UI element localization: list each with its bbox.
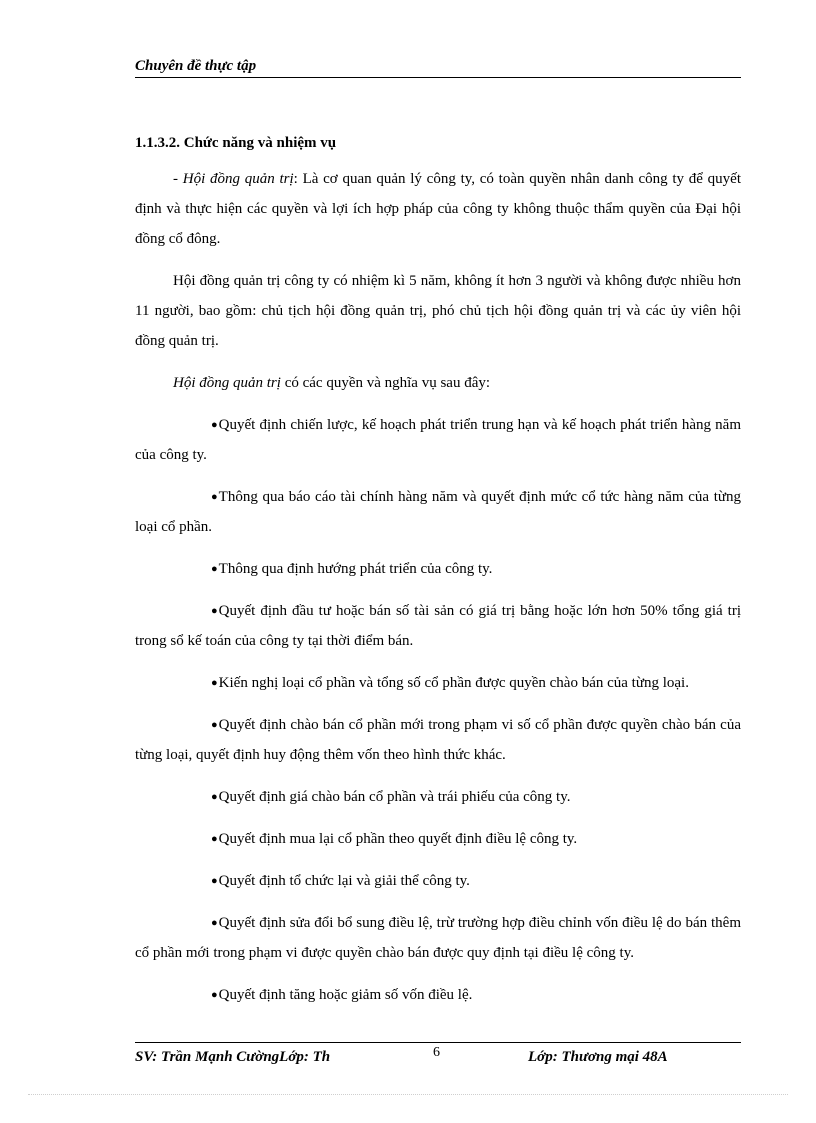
bullet-text: Quyết định đầu tư hoặc bán số tài sản có giá trị bằng hoặc lớn hơn 50% tổng giá trị trong sổ kế toán của công ty tại thời điểm bán. (135, 603, 741, 649)
page-number: 6 (433, 1045, 440, 1060)
bullet-icon: ● (211, 719, 218, 731)
bullet-text: Quyết định tăng hoặc giảm số vốn điều lệ. (218, 987, 473, 1003)
header-title: Chuyên đề thực tập (135, 58, 257, 74)
page-header (135, 57, 741, 78)
intro-dash: - (173, 171, 183, 187)
bullet-text: Quyết định mua lại cổ phần theo quyết định điều lệ công ty. (218, 831, 578, 847)
bullet-item (135, 554, 741, 584)
bullet-icon: ● (211, 875, 218, 887)
bullet-item (135, 410, 741, 470)
page-footer (135, 1042, 741, 1073)
bullet-text: Thông qua báo cáo tài chính hàng năm và quyết định mức cổ tức hàng năm của từng loại cổ phần. (135, 489, 741, 535)
term-paragraph: Hội đồng quản trị công ty có nhiệm kì 5 năm, không ít hơn 3 người và không được nhiều hơn 11 người, bao gồm: chủ tịch hội đồng quản trị, phó chủ tịch hội đồng quản trị và các ủy viên hội đồng quản trị. (135, 273, 741, 349)
intro-text: : Là cơ quan quản lý công ty, có toàn quyền nhân danh công ty để quyết định và thực hiện các quyền và lợi ích hợp pháp của công ty không thuộc thẩm quyền của Đại hội đồng cổ đông. (135, 171, 741, 247)
bullet-text: Quyết định sửa đổi bổ sung điều lệ, trừ trường hợp điều chỉnh vốn điều lệ do bán thêm cổ phần mới trong phạm vi được quyền chào bán được quy định tại điều lệ công ty. (135, 915, 741, 961)
rights-intro-paragraph (135, 368, 741, 398)
bullet-icon: ● (211, 419, 218, 431)
bullet-icon: ● (211, 989, 218, 1001)
bullet-item (135, 668, 741, 698)
bullet-text: Quyết định giá chào bán cổ phần và trái phiếu của công ty. (218, 789, 571, 805)
bullet-icon: ● (211, 791, 218, 803)
document-body (135, 128, 741, 1022)
bullet-item (135, 710, 741, 770)
rights-intro-term: Hội đồng quản trị (173, 375, 281, 391)
bullet-text: Quyết định chào bán cổ phần mới trong phạm vi số cổ phần được quyền chào bán của từng loại, quyết định huy động thêm vốn theo hình thức khác. (135, 717, 741, 763)
bullet-item (135, 782, 741, 812)
bullet-item (135, 866, 741, 896)
bullet-text: Kiến nghị loại cổ phần và tổng số cổ phần được quyền chào bán của từng loại. (218, 675, 689, 691)
bullet-text: Quyết định tổ chức lại và giải thể công ty. (218, 873, 470, 889)
rights-intro-text: có các quyền và nghĩa vụ sau đây: (280, 375, 491, 391)
bullet-icon: ● (211, 677, 218, 689)
section-heading: 1.1.3.2. Chức năng và nhiệm vụ (135, 135, 337, 151)
bullet-item (135, 980, 741, 1010)
bullet-icon: ● (211, 917, 218, 929)
bullet-item (135, 482, 741, 542)
bullet-icon: ● (211, 605, 218, 617)
footer-student: SV: Trần Mạnh CườngLớp: Th (135, 1049, 331, 1065)
bullet-item (135, 596, 741, 656)
footer-class: Lớp: Thương mại 48A (528, 1049, 668, 1065)
page-edge-divider (28, 1094, 788, 1095)
bullet-item (135, 908, 741, 968)
intro-term: Hội đồng quản trị (182, 171, 294, 187)
bullet-text: Quyết định chiến lược, kế hoạch phát triển trung hạn và kế hoạch phát triển hàng năm của công ty. (135, 417, 741, 463)
bullet-icon: ● (211, 833, 218, 845)
bullet-item (135, 824, 741, 854)
intro-paragraph (135, 164, 741, 254)
bullet-text: Thông qua định hướng phát triển của công ty. (218, 561, 493, 577)
bullet-icon: ● (211, 491, 218, 503)
bullet-icon: ● (211, 563, 218, 575)
